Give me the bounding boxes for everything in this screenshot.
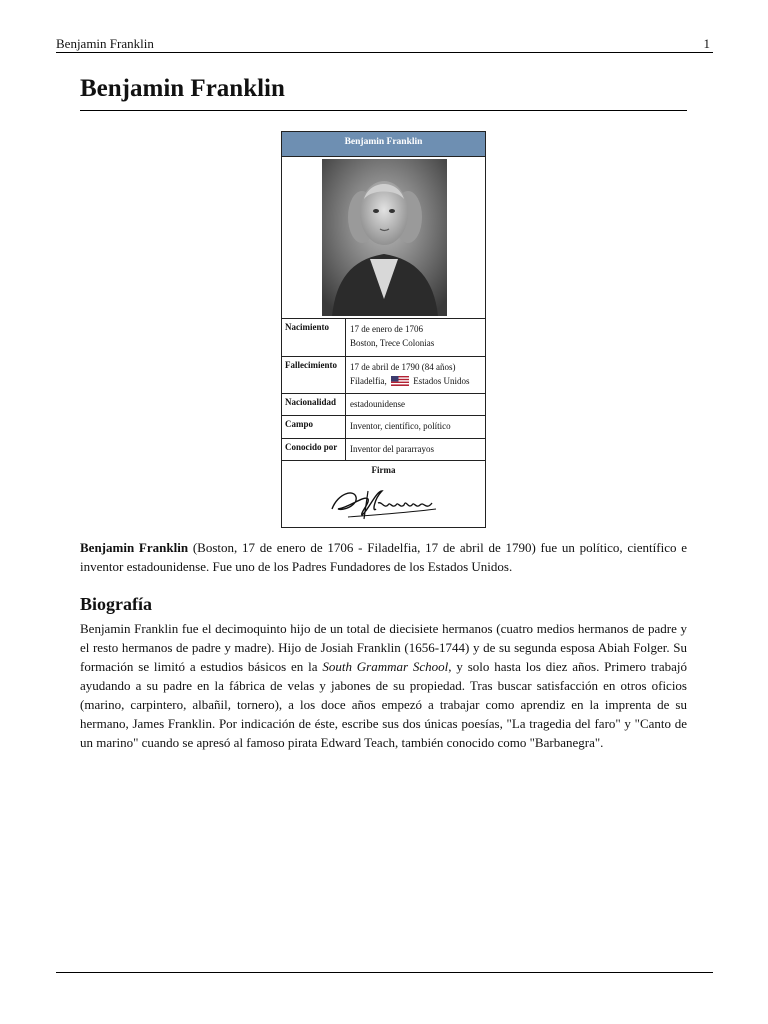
intro-name: Benjamin Franklin <box>80 540 189 555</box>
death-country[interactable]: Estados Unidos <box>413 376 470 386</box>
footer-rule <box>56 972 713 973</box>
death-date: 17 de abril de 1790 (84 años) <box>350 362 456 372</box>
portrait-cell <box>282 157 485 319</box>
signature-label: Firma <box>371 465 396 475</box>
biography-text-2: , y solo hasta los diez años. Primero trabajó ayudando a su padre en la fábrica de velas y jabones de su propiedad. Tras buscar satisfacción en otros oficios (marino, carpintero, albañil, tornero), a los doce años empezó a trabajar como aprendiz en la imprenta de su hermano, James Franklin. Por indicación de éste, escribe sus dos únicas poesías, "La tragedia del faro" y "Canto de un marino" cuando se apresó al famoso pirata Edward Teach, también conocido como "Barbanegra". <box>80 659 687 750</box>
row-value: Inventor del pararrayos <box>350 444 434 454</box>
running-title: Benjamin Franklin <box>56 36 154 51</box>
portrait-image <box>322 159 447 316</box>
signature-cell <box>282 461 485 525</box>
running-header <box>56 36 712 52</box>
us-flag-icon <box>391 376 409 386</box>
page-number: 1 <box>703 36 710 51</box>
row-label: Nacionalidad <box>282 394 346 415</box>
infobox-row-nacimiento <box>282 319 485 357</box>
infobox-row-fallecimiento <box>282 357 485 394</box>
birth-place: Boston, Trece Colonias <box>350 338 435 348</box>
row-label: Campo <box>282 416 346 438</box>
death-place <box>350 374 481 388</box>
row-label: Nacimiento <box>282 319 346 356</box>
infobox-title: Benjamin Franklin <box>282 132 485 157</box>
infobox-row-nacionalidad <box>282 394 485 416</box>
row-value <box>346 319 485 356</box>
death-city: Filadelfia, <box>350 376 387 386</box>
row-label: Conocido por <box>282 439 346 460</box>
intro-text: (Boston, 17 de enero de 1706 - Filadelfia, 17 de abril de 1790) fue un político, científico e inventor estadounidense. Fue uno de los Padres Fundadores de los Estados Unidos. <box>80 540 688 574</box>
biography-text-1: Benjamin Franklin fue el decimoquinto hijo de un total de diecisiete hermanos (cuatro medios hermanos de padre y el resto hermanos de padre y madre). Hijo de Josiah Franklin (1656-1744) y de su segunda esposa Abiah Folger. Su formación se limitó a estudios básicos en la <box>80 621 687 674</box>
biography-paragraph <box>80 619 687 752</box>
infobox <box>281 131 486 528</box>
section-heading-biografia: Biografía <box>80 594 152 614</box>
signature-image <box>324 479 444 525</box>
birth-date: 17 de enero de 1706 <box>350 324 423 334</box>
header-rule <box>56 52 713 53</box>
row-value <box>346 357 485 393</box>
row-label: Fallecimiento <box>282 357 346 393</box>
infobox-row-conocido-por <box>282 439 485 461</box>
page-title: Benjamin Franklin <box>80 75 285 102</box>
row-value: Inventor, científico, político <box>350 421 451 431</box>
intro-paragraph <box>80 538 687 576</box>
row-value: estadounidense <box>350 399 405 409</box>
biography-school: South Grammar School <box>322 659 449 674</box>
title-rule <box>80 110 687 111</box>
infobox-row-campo <box>282 416 485 439</box>
